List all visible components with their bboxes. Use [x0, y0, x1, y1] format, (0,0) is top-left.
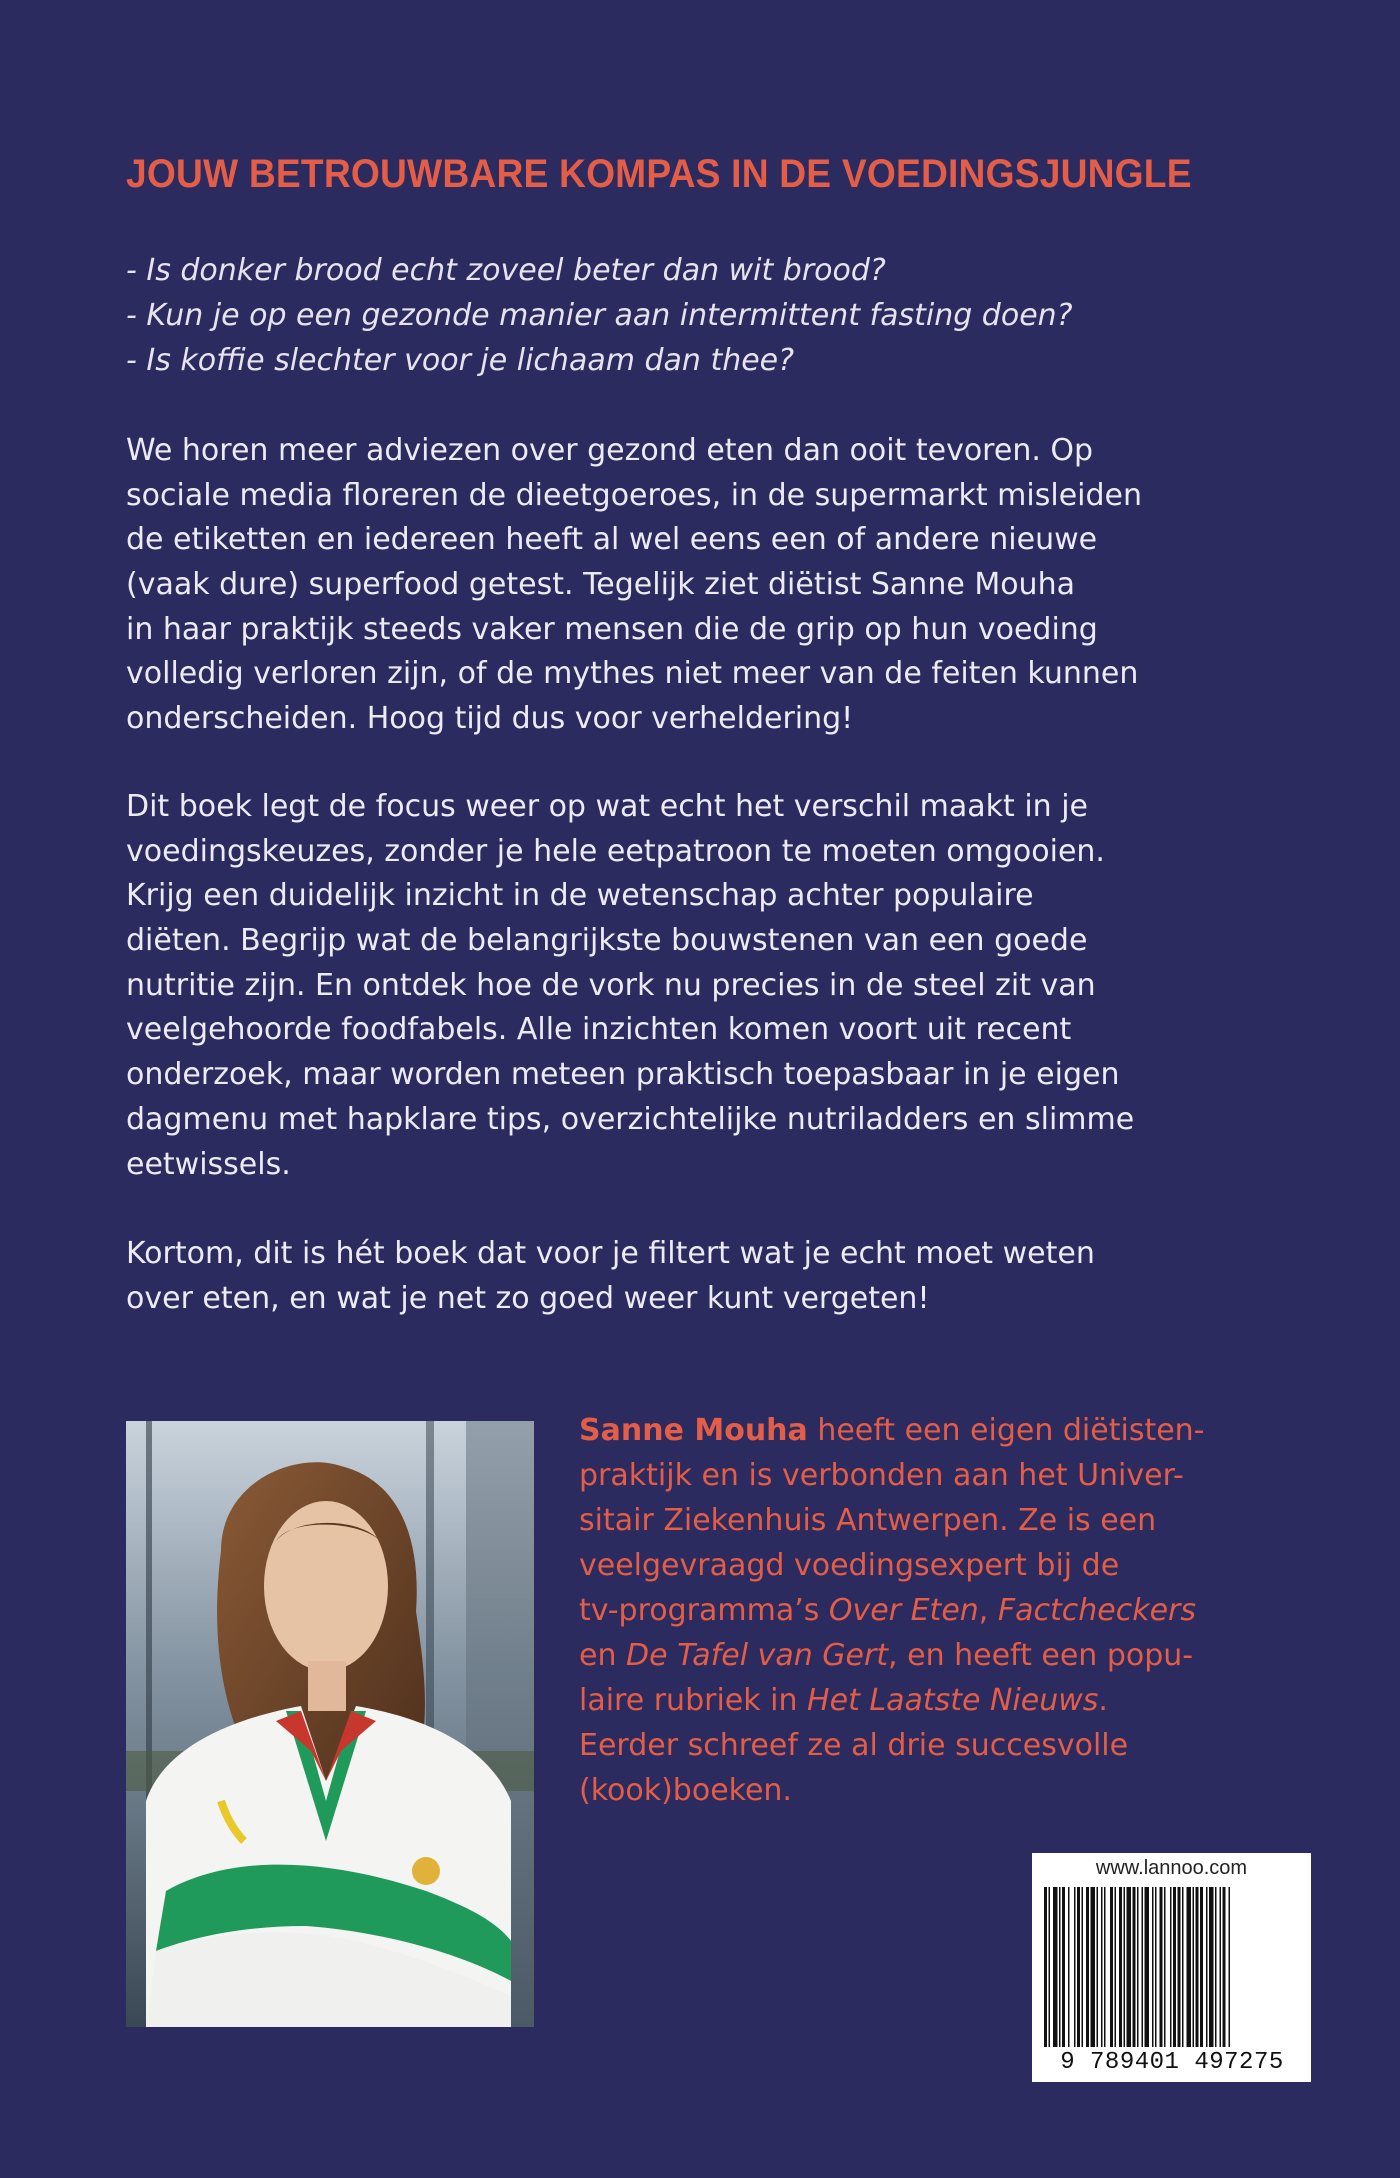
- barcode-bar: [1223, 1887, 1226, 2047]
- barcode-bar: [1053, 1887, 1058, 2047]
- barcode-bar: [1062, 1887, 1065, 2047]
- bio-line: veelgevraagd voedingsexpert bij de: [579, 1548, 1120, 1583]
- barcode-bar: [1164, 1887, 1166, 2047]
- paragraph-line: (vaak dure) superfood getest. Tegelijk ziet diëtist Sanne Mouha: [126, 567, 1075, 603]
- paragraph-line: Kortom, dit is hét boek dat voor je filtert wat je echt moet weten: [126, 1236, 1095, 1271]
- author-bio: [579, 1408, 1279, 1813]
- barcode-bar: [1110, 1887, 1113, 2047]
- tv-show-title: Factcheckers: [997, 1593, 1197, 1628]
- barcode-bar: [1082, 1887, 1084, 2047]
- barcode-bar: [1200, 1887, 1203, 2047]
- barcode-bar: [1101, 1887, 1103, 2047]
- paragraph-line: de etiketten en iedereen heeft al wel eens een of andere nieuwe: [126, 522, 1098, 558]
- barcode-bar: [1137, 1887, 1139, 2047]
- barcode-bar: [1152, 1887, 1154, 2047]
- barcode-bar: [1044, 1887, 1047, 2047]
- paragraph-line: in haar praktijk steeds vaker mensen die de grip op hun voeding: [126, 611, 1098, 647]
- barcode-bar: [1059, 1887, 1061, 2047]
- bio-line: (kook)boeken.: [579, 1773, 792, 1808]
- summary-paragraph: [126, 1232, 1276, 1321]
- bio-line: Sanne Mouha heeft een eigen diëtisten-: [579, 1413, 1205, 1448]
- paragraph-line: voedingskeuzes, zonder je hele eetpatroon te moeten omgooien.: [126, 833, 1105, 869]
- barcode-bar: [1115, 1887, 1117, 2047]
- bio-line: praktijk en is verbonden aan het Univer-: [579, 1458, 1184, 1493]
- barcode-icon: [1042, 1887, 1301, 2049]
- paragraph-line: dagmenu met hapklare tips, overzichtelijke nutriladders en slimme: [126, 1101, 1135, 1137]
- barcode-bar: [1160, 1887, 1163, 2047]
- paragraph-line: onderscheiden. Hoog tijd dus voor verheldering!: [126, 701, 854, 737]
- bio-line: sitair Ziekenhuis Antwerpen. Ze is een: [579, 1503, 1157, 1538]
- focus-paragraph: [126, 785, 1276, 1187]
- paragraph-line: Krijg een duidelijk inzicht in de wetenschap achter populaire: [126, 878, 1034, 914]
- publisher-url: www.lannoo.com: [1095, 1857, 1248, 1879]
- newspaper-title: Het Laatste Nieuws: [807, 1683, 1099, 1718]
- question-item: - Is koffie slechter voor je lichaam dan thee?: [126, 343, 795, 378]
- barcode-bar: [1068, 1887, 1070, 2047]
- barcode-bar: [1170, 1887, 1172, 2047]
- bio-line: laire rubriek in Het Laatste Nieuws.: [579, 1683, 1108, 1718]
- barcode-bar: [1155, 1887, 1157, 2047]
- barcode-bar: [1196, 1887, 1199, 2047]
- barcode-bar: [1215, 1887, 1217, 2047]
- barcode-bar: [1119, 1887, 1122, 2047]
- barcode-bar: [1220, 1887, 1222, 2047]
- intro-paragraph: [126, 429, 1276, 742]
- paragraph-line: diëten. Begrijp wat de belangrijkste bouwstenen van een goede: [126, 923, 1088, 959]
- barcode-bar: [1182, 1887, 1184, 2047]
- author-name: Sanne Mouha: [579, 1413, 808, 1448]
- barcode-bar: [1133, 1887, 1136, 2047]
- barcode-bar: [1124, 1887, 1126, 2047]
- paragraph-line: onderzoek, maar worden meteen praktisch toepasbaar in je eigen: [126, 1057, 1120, 1093]
- question-item: - Is donker brood echt zoveel beter dan wit brood?: [126, 253, 886, 288]
- bio-line: Eerder schreef ze al drie succesvolle: [579, 1728, 1129, 1763]
- barcode-bar: [1091, 1887, 1096, 2047]
- barcode-bar: [1178, 1887, 1181, 2047]
- barcode-bar: [1104, 1887, 1106, 2047]
- barcode-bar: [1049, 1887, 1051, 2047]
- question-item: - Kun je op een gezonde manier aan intermittent fasting doen?: [126, 298, 1073, 333]
- paragraph-line: sociale media floreren de dieetgoeroes, in de supermarkt misleiden: [126, 477, 1143, 513]
- paragraph-line: veelgehoorde foodfabels. Alle inzichten komen voort uit recent: [126, 1012, 1072, 1048]
- tv-show-title: Over Eten: [828, 1593, 979, 1628]
- barcode-bar: [1074, 1887, 1076, 2047]
- paragraph-line: over eten, en wat je net zo goed weer kunt vergeten!: [126, 1280, 930, 1316]
- barcode-bar: [1086, 1887, 1089, 2047]
- author-photo: [126, 1421, 534, 2027]
- barcode-bar: [1209, 1887, 1214, 2047]
- paragraph-line: volledig verloren zijn, of de mythes niet meer van de feiten kunnen: [126, 656, 1139, 692]
- barcode-bar: [1173, 1887, 1176, 2047]
- barcode: [1032, 1853, 1311, 2082]
- paragraph-line: Dit boek legt de focus weer op wat echt het verschil maakt in je: [126, 789, 1088, 824]
- barcode-bar: [1127, 1887, 1132, 2047]
- barcode-bar: [1097, 1887, 1099, 2047]
- paragraph-line: We horen meer adviezen over gezond eten dan ooit tevoren. Op: [126, 433, 1094, 468]
- barcode-bar: [1077, 1887, 1080, 2047]
- author-portrait-icon: [126, 1421, 534, 2027]
- barcode-bar: [1142, 1887, 1144, 2047]
- barcode-bar: [1193, 1887, 1195, 2047]
- bio-line: tv-programma’s Over Eten, Factcheckers: [579, 1593, 1197, 1628]
- paragraph-line: eetwissels.: [126, 1146, 291, 1182]
- barcode-bar: [1187, 1887, 1192, 2047]
- bio-line: en De Tafel van Gert, en heeft een popu-: [579, 1638, 1194, 1673]
- paragraph-line: nutritie zijn. En ontdek hoe de vork nu precies in de steel zit van: [126, 967, 1096, 1003]
- barcode-bar: [1145, 1887, 1150, 2047]
- headline: JOUW BETROUWBARE KOMPAS IN DE VOEDINGSJUNGLE: [126, 152, 1192, 196]
- question-list: [126, 248, 1276, 383]
- barcode-bar: [1229, 1887, 1231, 2047]
- barcode-bar: [1206, 1887, 1208, 2047]
- tv-show-title: De Tafel van Gert: [626, 1638, 889, 1673]
- isbn-number: 9 789401 497275: [1060, 2049, 1284, 2076]
